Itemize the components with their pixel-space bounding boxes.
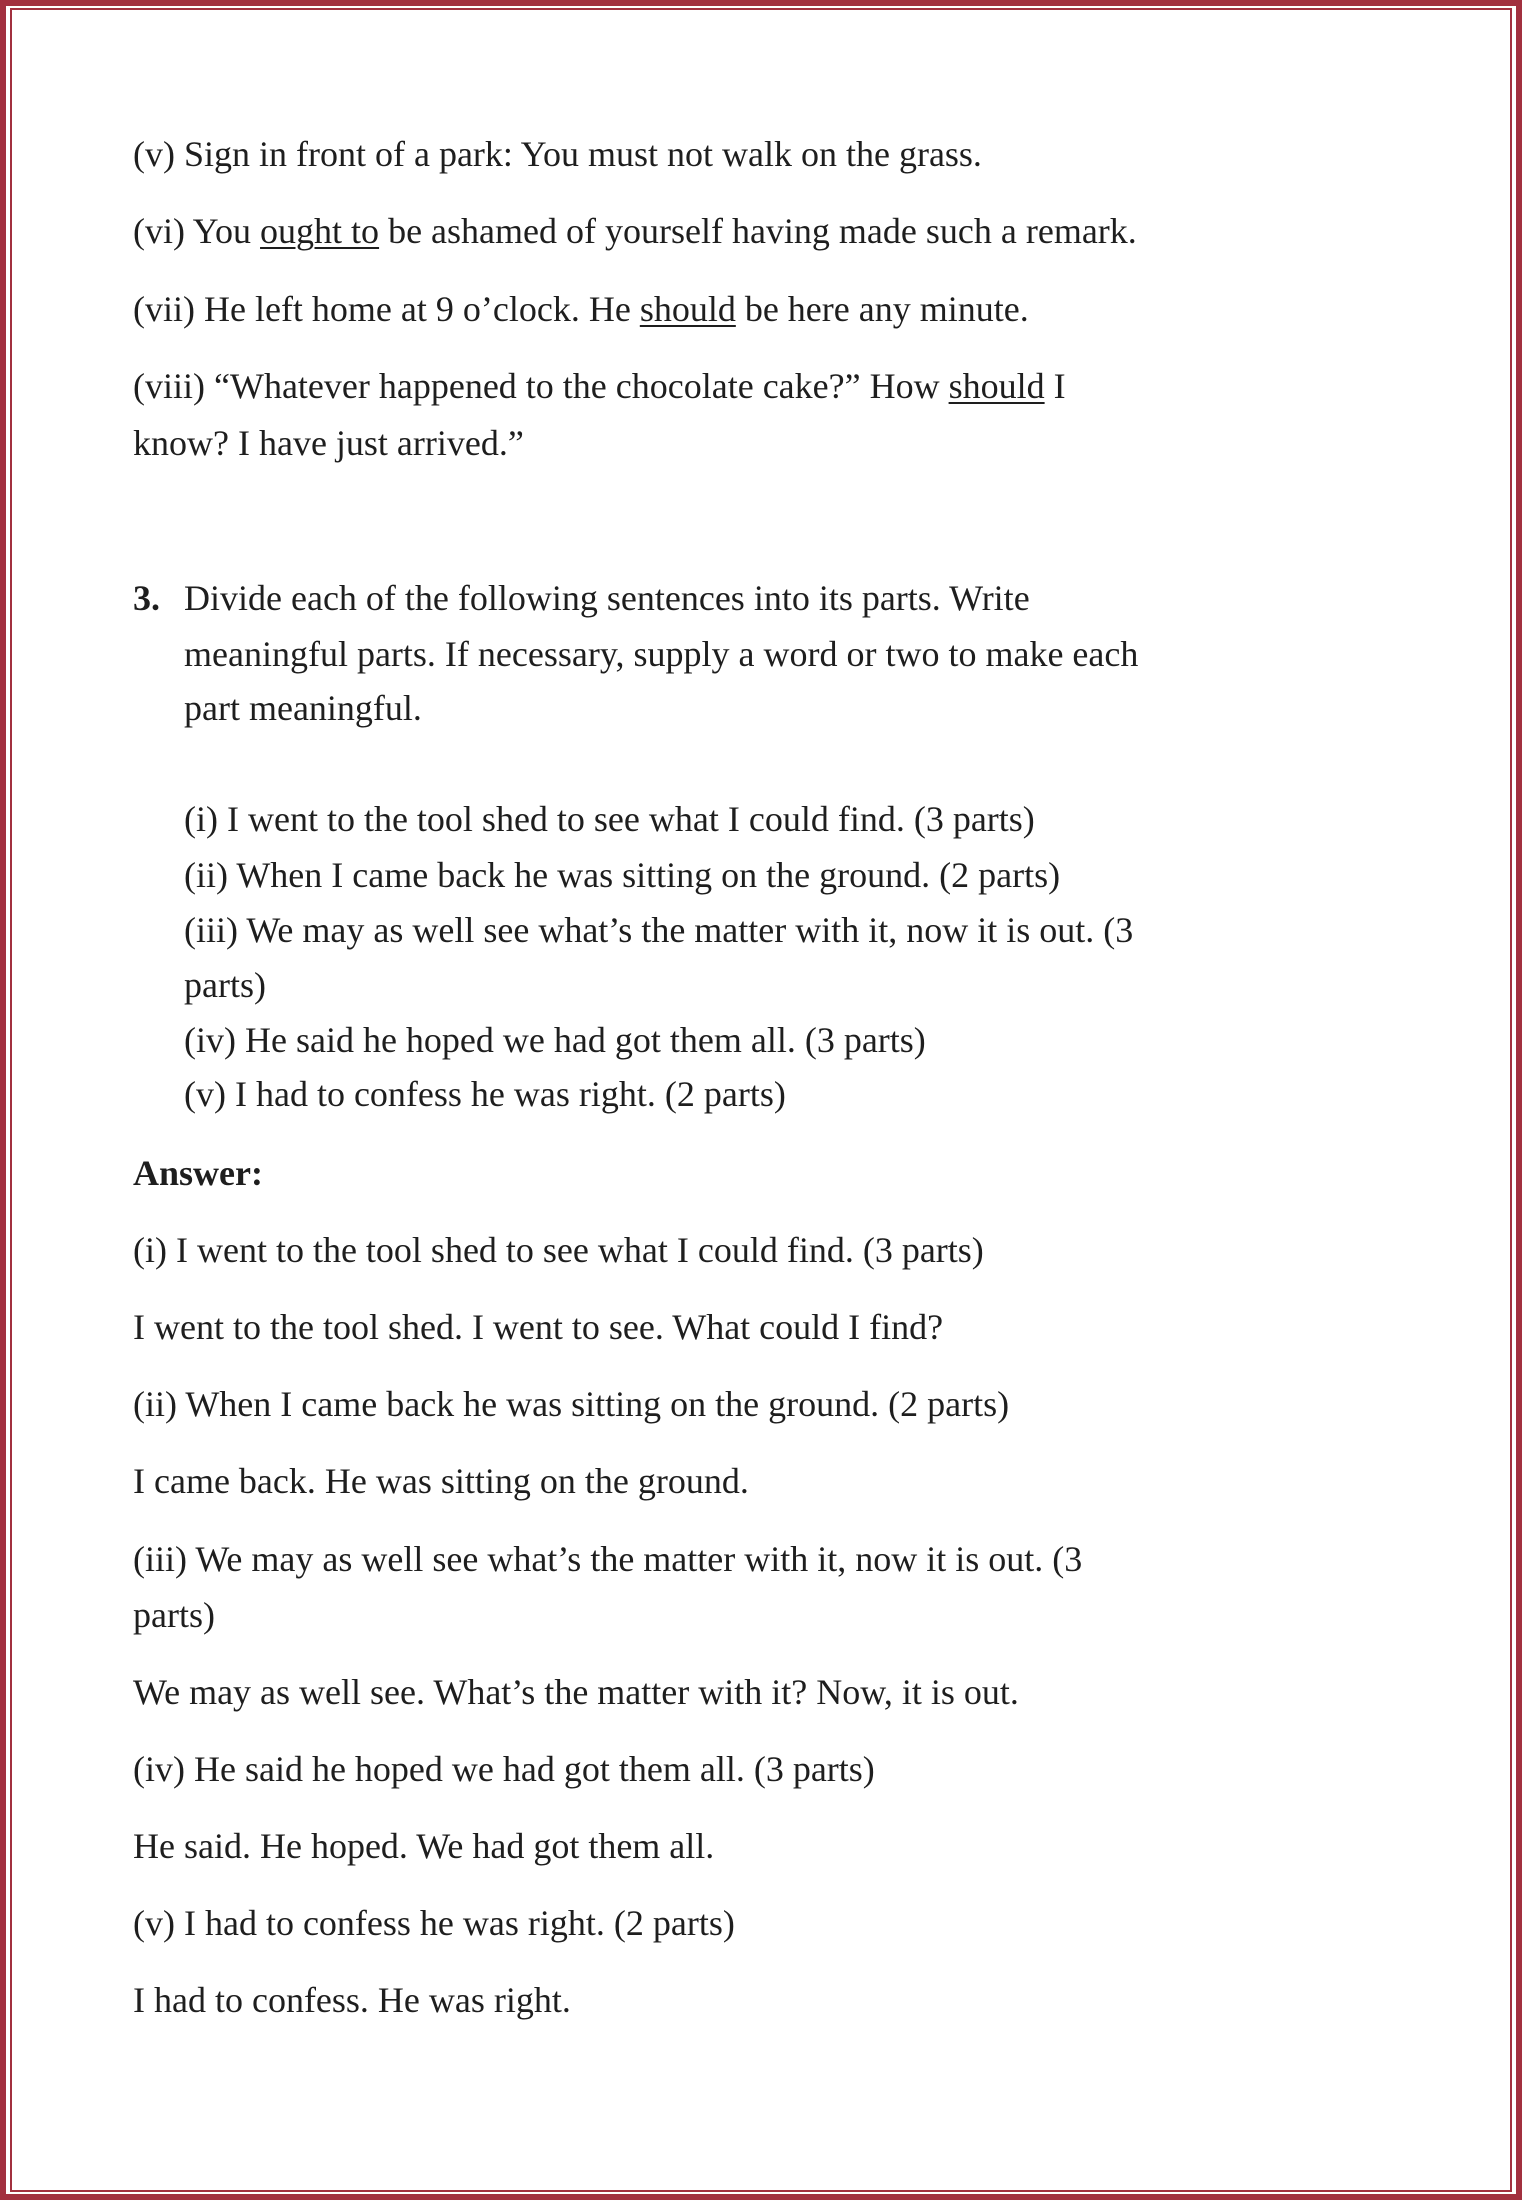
- question-item: (iii) We may as well see what’s the matter with it, now it is out. (3: [184, 910, 1134, 950]
- answer-line: I had to confess. He was right.: [133, 1980, 571, 2020]
- text-segment: (viii) “Whatever happened to the chocolate cake?” How: [133, 366, 949, 406]
- question-item: (i) I went to the tool shed to see what I could find. (3 parts): [184, 799, 1035, 839]
- answer-line: parts): [133, 1595, 215, 1635]
- answer-line: (i) I went to the tool shed to see what I could find. (3 parts): [133, 1230, 984, 1270]
- underlined-modal: should: [948, 366, 1045, 406]
- answer-line: We may as well see. What’s the matter with it? Now, it is out.: [133, 1672, 1019, 1712]
- text-segment: (v) Sign in front of a park: You must not walk on the grass.: [133, 134, 982, 174]
- answer-line: He said. He hoped. We had got them all.: [133, 1826, 715, 1866]
- question-item: (ii) When I came back he was sitting on the ground. (2 parts): [184, 855, 1061, 895]
- question-text-line: part meaningful.: [184, 688, 422, 728]
- underlined-modal: should: [639, 289, 736, 329]
- exercise-line: [133, 132, 982, 176]
- text-segment: (vi) You: [133, 211, 261, 251]
- exercise-line: [133, 287, 1029, 331]
- answer-line: (iv) He said he hoped we had got them all. (3 parts): [133, 1749, 875, 1789]
- text-segment: I: [1044, 366, 1066, 406]
- exercise-line: [133, 364, 1066, 408]
- question-text-line: Divide each of the following sentences into its parts. Write: [184, 578, 1030, 618]
- question-item: (iv) He said he hoped we had got them all. (3 parts): [184, 1020, 926, 1060]
- answer-line: (ii) When I came back he was sitting on the ground. (2 parts): [133, 1384, 1010, 1424]
- text-segment: know? I have just arrived.”: [133, 423, 524, 463]
- exercise-line: [133, 421, 524, 465]
- question-item: parts): [184, 965, 266, 1005]
- answer-line: I went to the tool shed. I went to see. What could I find?: [133, 1307, 944, 1347]
- answer-line: (iii) We may as well see what’s the matter with it, now it is out. (3: [133, 1539, 1083, 1579]
- underlined-modal: ought to: [260, 211, 380, 251]
- question-item: (v) I had to confess he was right. (2 parts): [184, 1074, 786, 1114]
- question-number: 3.: [133, 578, 160, 618]
- answer-line: I came back. He was sitting on the ground.: [133, 1461, 749, 1501]
- text-segment: be ashamed of yourself having made such a remark.: [379, 211, 1137, 251]
- text-segment: be here any minute.: [735, 289, 1029, 329]
- question-text-line: meaningful parts. If necessary, supply a word or two to make each: [184, 634, 1139, 674]
- text-segment: (vii) He left home at 9 o’clock. He: [133, 289, 640, 329]
- answer-heading: Answer:: [133, 1153, 263, 1193]
- answer-line: (v) I had to confess he was right. (2 parts): [133, 1903, 735, 1943]
- exercise-line: [133, 209, 1137, 253]
